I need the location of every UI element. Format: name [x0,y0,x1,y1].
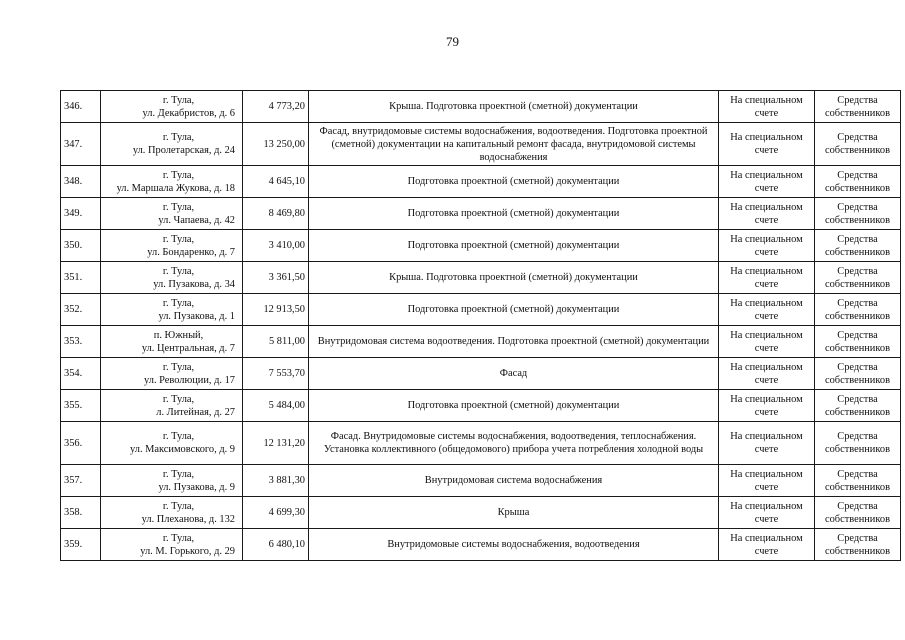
row-address [101,465,243,497]
table-row [61,294,901,326]
address-locality: г. Тула, [162,265,195,277]
row-work-types: Внутридомовая система водоснабжения [309,465,719,497]
address-street: ул. Максимовского, д. 9 [130,444,235,455]
row-account-type: На специальном счете [719,390,815,422]
row-cost: 4 773,20 [243,91,309,123]
row-number: 355. [61,390,101,422]
row-account-type: На специальном счете [719,91,815,123]
address-locality: г. Тула, [162,468,195,480]
row-funding-source: Средства собственников [815,230,901,262]
row-work-types: Подготовка проектной (сметной) документации [309,390,719,422]
address-street: ул. Плеханова, д. 132 [141,513,235,525]
row-number: 348. [61,166,101,198]
table-row [61,529,901,561]
row-funding-source: Средства собственников [815,422,901,465]
address-locality: г. Тула, [162,233,195,245]
row-cost: 8 469,80 [243,198,309,230]
row-funding-source: Средства собственников [815,198,901,230]
address-locality: г. Тула, [162,132,195,143]
row-cost: 7 553,70 [243,358,309,390]
row-work-types: Крыша. Подготовка проектной (сметной) документации [309,91,719,123]
row-account-type: На специальном счете [719,294,815,326]
row-number: 358. [61,497,101,529]
table-row [61,497,901,529]
address-locality: г. Тула, [162,361,195,373]
row-cost: 12 131,20 [243,422,309,465]
address-street: ул. Пузакова, д. 1 [158,310,235,322]
row-number: 356. [61,422,101,465]
row-funding-source: Средства собственников [815,390,901,422]
row-number: 347. [61,123,101,166]
row-address [101,166,243,198]
table-row [61,123,901,166]
registry-table [60,90,901,561]
row-account-type: На специальном счете [719,198,815,230]
address-street: ул. Пузакова, д. 34 [153,278,235,290]
address-street: л. Литейная, д. 27 [156,406,235,418]
row-account-type: На специальном счете [719,422,815,465]
row-address [101,262,243,294]
address-locality: г. Тула, [162,169,195,181]
row-account-type: На специальном счете [719,262,815,294]
row-work-types: Подготовка проектной (сметной) документации [309,166,719,198]
row-address [101,358,243,390]
table-row [61,166,901,198]
row-account-type: На специальном счете [719,497,815,529]
address-locality: г. Тула, [162,297,195,309]
table-row [61,262,901,294]
row-address [101,123,243,166]
row-number: 354. [61,358,101,390]
row-funding-source: Средства собственников [815,326,901,358]
row-funding-source: Средства собственников [815,529,901,561]
row-cost: 3 410,00 [243,230,309,262]
row-address [101,390,243,422]
row-work-types: Внутридомовая система водоотведения. Подготовка проектной (сметной) документации [309,326,719,358]
row-cost: 4 699,30 [243,497,309,529]
row-number: 357. [61,465,101,497]
row-cost: 12 913,50 [243,294,309,326]
table-row [61,230,901,262]
table-row [61,326,901,358]
row-address [101,422,243,465]
address-locality: п. Южный, [153,329,204,341]
row-funding-source: Средства собственников [815,262,901,294]
page-number: 79 [446,34,459,49]
row-funding-source: Средства собственников [815,465,901,497]
row-account-type: На специальном счете [719,123,815,166]
row-account-type: На специальном счете [719,326,815,358]
table-row [61,358,901,390]
table-row [61,465,901,497]
row-account-type: На специальном счете [719,465,815,497]
table-row [61,198,901,230]
row-cost: 6 480,10 [243,529,309,561]
row-cost: 5 811,00 [243,326,309,358]
row-funding-source: Средства собственников [815,358,901,390]
row-address [101,529,243,561]
table-row [61,390,901,422]
row-work-types: Подготовка проектной (сметной) документации [309,198,719,230]
row-work-types: Фасад, внутридомовые системы водоснабжения, водоотведения. Подготовка проектной (сметной) документации на капитальный ремонт фасада, внутридомовой системы водоснабжения [309,123,719,166]
address-locality: г. Тула, [162,500,195,512]
row-cost: 3 881,30 [243,465,309,497]
row-work-types: Фасад [309,358,719,390]
row-work-types: Крыша [309,497,719,529]
row-funding-source: Средства собственников [815,166,901,198]
row-work-types: Фасад. Внутридомовые системы водоснабжения, водоотведения, теплоснабжения. Установка коллективного (общедомового) прибора учета потребления холодной воды [309,422,719,465]
row-number: 349. [61,198,101,230]
row-funding-source: Средства собственников [815,123,901,166]
address-locality: г. Тула, [162,393,195,405]
address-locality: г. Тула, [162,431,195,442]
row-work-types: Крыша. Подготовка проектной (сметной) документации [309,262,719,294]
row-cost: 3 361,50 [243,262,309,294]
row-funding-source: Средства собственников [815,91,901,123]
row-address [101,198,243,230]
address-street: ул. Маршала Жукова, д. 18 [116,182,235,194]
row-address [101,91,243,123]
row-funding-source: Средства собственников [815,294,901,326]
address-locality: г. Тула, [162,532,195,544]
address-locality: г. Тула, [162,201,195,213]
row-address [101,326,243,358]
row-number: 350. [61,230,101,262]
row-work-types: Подготовка проектной (сметной) документации [309,294,719,326]
row-account-type: На специальном счете [719,529,815,561]
table-row [61,422,901,465]
row-number: 353. [61,326,101,358]
address-street: ул. Революции, д. 17 [144,374,235,386]
row-address [101,230,243,262]
row-work-types: Внутридомовые системы водоснабжения, водоотведения [309,529,719,561]
table-row [61,91,901,123]
address-street: ул. Декабристов, д. 6 [142,107,235,119]
row-work-types: Подготовка проектной (сметной) документации [309,230,719,262]
address-street: ул. Центральная, д. 7 [141,342,235,354]
row-number: 359. [61,529,101,561]
row-account-type: На специальном счете [719,166,815,198]
row-number: 346. [61,91,101,123]
address-street: ул. Чапаева, д. 42 [158,214,235,226]
row-address [101,294,243,326]
row-number: 352. [61,294,101,326]
address-street: ул. М. Горького, д. 29 [140,545,235,557]
row-account-type: На специальном счете [719,358,815,390]
address-street: ул. Пузакова, д. 9 [158,481,235,493]
address-locality: г. Тула, [162,94,195,106]
row-account-type: На специальном счете [719,230,815,262]
row-funding-source: Средства собственников [815,497,901,529]
row-number: 351. [61,262,101,294]
row-address [101,497,243,529]
registry-table-body [61,91,901,561]
row-cost: 5 484,00 [243,390,309,422]
address-street: ул. Пролетарская, д. 24 [132,145,235,156]
row-cost: 13 250,00 [243,123,309,166]
address-street: ул. Бондаренко, д. 7 [147,246,235,258]
row-cost: 4 645,10 [243,166,309,198]
